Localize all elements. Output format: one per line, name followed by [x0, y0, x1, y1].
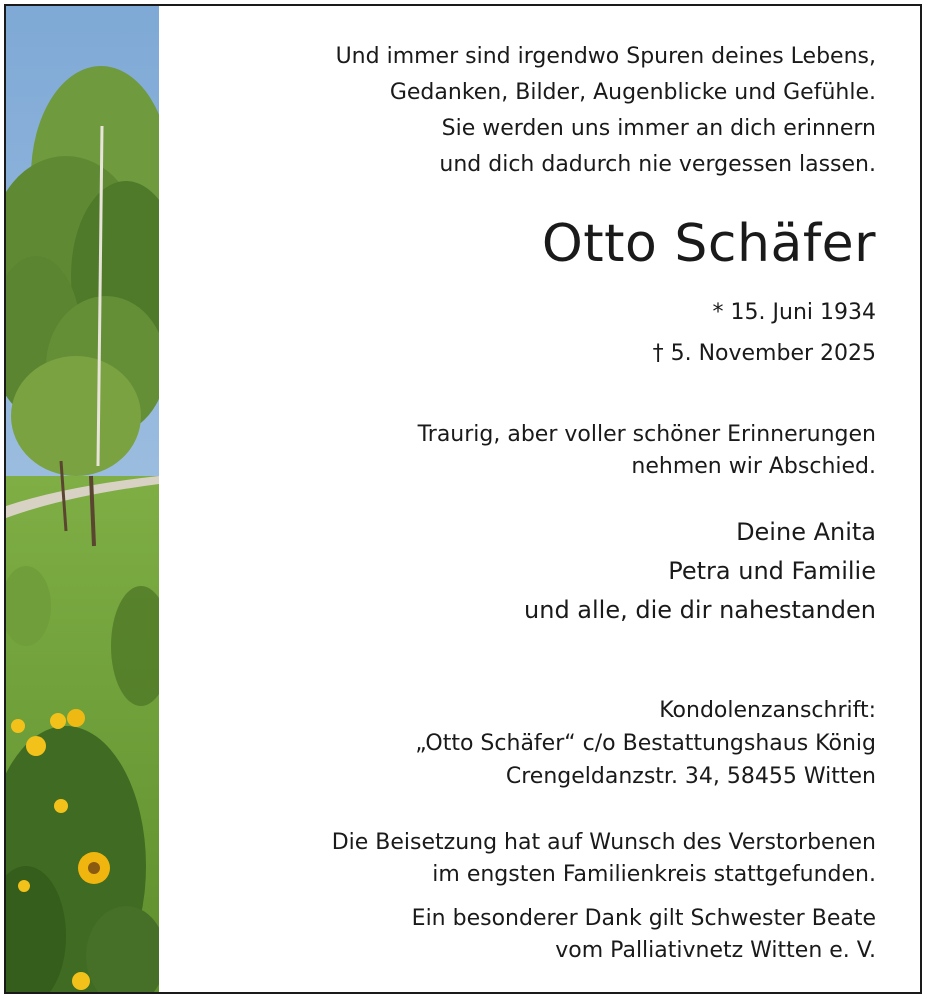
mourner-1: Deine Anita	[736, 518, 876, 546]
mourner-3: und alle, die dir nahestanden	[524, 596, 876, 624]
notice-text	[159, 6, 876, 992]
death-date: † 5. November 2025	[652, 341, 876, 366]
condolence-label: Kondolenzanschrift:	[659, 698, 876, 723]
poem-line-4: und dich dadurch nie vergessen lassen.	[439, 152, 876, 177]
poem-line-2: Gedanken, Bilder, Augenblicke und Gefühle.	[389, 80, 876, 105]
obituary-notice	[4, 4, 922, 994]
mourner-2: Petra und Familie	[668, 557, 876, 585]
burial-note-line-1: Die Beisetzung hat auf Wunsch des Verstorbenen	[331, 830, 876, 855]
burial-note-line-2: im engsten Familienkreis stattgefunden.	[432, 862, 876, 887]
deceased-name: Otto Schäfer	[541, 214, 876, 274]
thanks-line-2: vom Palliativnetz Witten e. V.	[555, 938, 876, 963]
condolence-address-line-1: „Otto Schäfer“ c/o Bestattungshaus König	[415, 731, 876, 756]
thanks-line-1: Ein besonderer Dank gilt Schwester Beate	[411, 906, 876, 931]
birth-date: * 15. Juni 1934	[712, 300, 876, 325]
poem-line-1: Und immer sind irgendwo Spuren deines Lebens,	[335, 44, 876, 69]
farewell-line-2: nehmen wir Abschied.	[631, 454, 876, 479]
garden-photo	[6, 6, 159, 992]
condolence-address-line-2: Crengeldanzstr. 34, 58455 Witten	[505, 764, 876, 789]
poem-line-3: Sie werden uns immer an dich erinnern	[441, 116, 876, 141]
farewell-line-1: Traurig, aber voller schöner Erinnerungen	[417, 422, 876, 447]
